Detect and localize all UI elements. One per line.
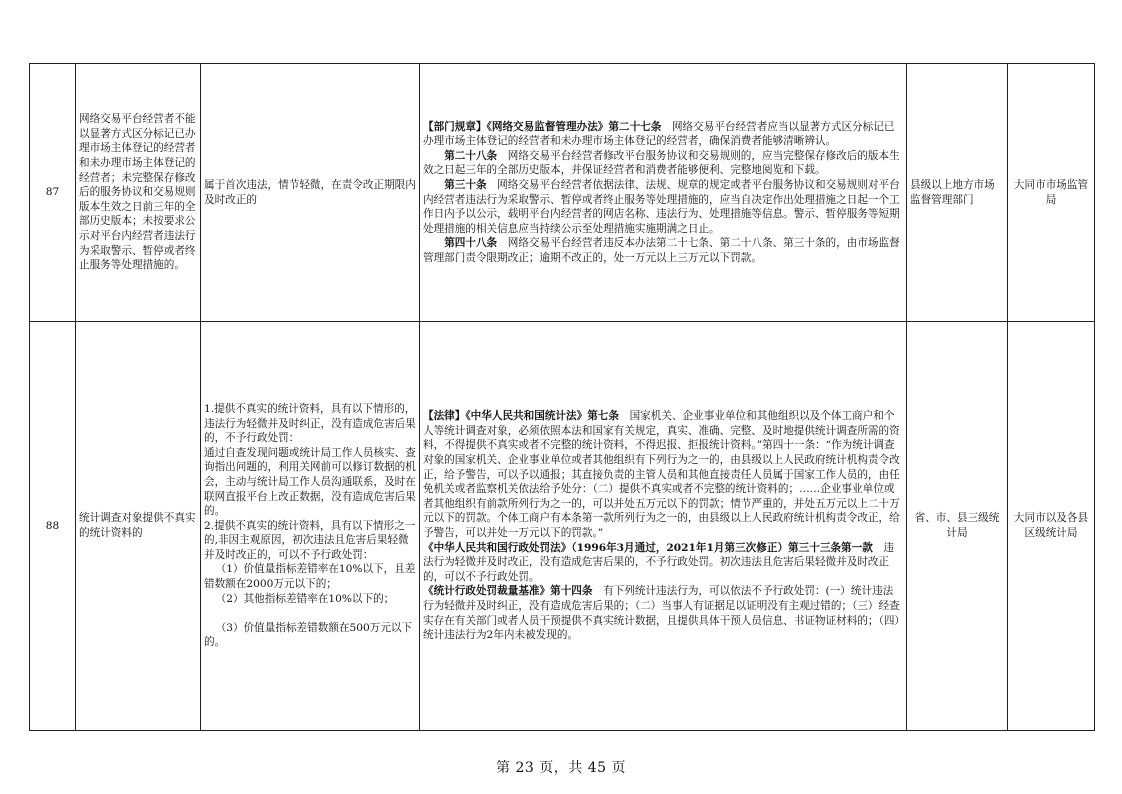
basis-paragraph: 【部门规章】《网络交易监督管理办法》第二十七条 网络交易平台经营者应当以显著方式区分标记已办理市场主体登记的经营者和未办理市场主体登记的经营者，确保消费者能够清晰辨认。 (423, 120, 895, 148)
condition-paragraph: （3）价值量指标差错数额在500万元以下的。 (204, 621, 413, 649)
condition-paragraph: （1）价值量指标差错率在10%以下，且差错数额在2000万元以下的； (204, 563, 416, 591)
condition-paragraph (204, 606, 416, 621)
executing-agency: 大同市市场监管局 (1008, 64, 1095, 322)
executing-agency: 大同市以及各县区级统计局 (1008, 322, 1095, 731)
violation-item: 网络交易平台经营者不能以显著方式区分标记已办理市场主体登记的经营者和未办理市场主体登记的经营者；未完整保存修改后的服务协议和交易规则版本生效之日前三年的全部历史版本；未按要求公示对平台内经营者违法行为采取警示、暂停或者终止服务等处理措施的。 (76, 64, 201, 322)
legal-basis (420, 322, 907, 731)
legal-basis (420, 64, 907, 322)
basis-paragraph: 《中华人民共和国行政处罚法》（1996年3月通过，2021年1月第三次修正）第三十三条第一款 违法行为轻微并及时改正，没有造成危害后果的，不予行政处罚。初次违法且危害后果轻微并及时改正的，可以不予行政处罚。 (423, 541, 894, 583)
basis-paragraph: 第四十八条 网络交易平台经营者违反本办法第二十七条、第二十八条、第三十条的，由市场监督管理部门责令限期改正；逾期不改正的，处一万元以上三万元以下罚款。 (423, 237, 900, 264)
violation-item: 统计调查对象提供不真实的统计资料的 (76, 322, 201, 731)
condition-paragraph: （2）其他指标差错率在10%以下的； (215, 592, 395, 605)
basis-paragraph: 第二十八条 网络交易平台经营者修改平台服务协议和交易规则的，应当完整保存修改后的版本生效之日起三年的全部历史版本，并保证经营者和消费者能够便利、完整地阅览和下载。 (423, 149, 900, 177)
row-number: 87 (30, 64, 76, 322)
table-row (30, 64, 1095, 322)
exemption-condition: 属于首次违法，情节轻微，在责令改正期限内及时改正的 (201, 64, 420, 322)
condition-paragraph: 1.提供不真实的统计资料，具有以下情形的，违法行为轻微并及时纠正，没有造成危害后果的，不予行政处罚： (204, 402, 416, 445)
basis-paragraph: 《统计行政处罚裁量基准》第十四条 有下列统计违法行为，可以依法不予行政处罚：(一）统计违法行为轻微并及时纠正，没有造成危害后果的；（二）当事人有证据足以证明没有主观过错的；（三）经查实存在有关部门或者人员干预提供不真实统计数据，且提供具体干预人员信息、书证物证材料的；（四）统计违法行为2年内未被发现的。 (423, 585, 900, 642)
basis-paragraph: 【法律】《中华人民共和国统计法》第七条 国家机关、企业事业单位和其他组织以及个体工商户和个人等统计调查对象，必须依照本法和国家有关规定，真实、准确、完整、及时地提供统计调查所需的资料，不得提供不真实或者不完整的统计资料，不得迟报、拒报统计资料。”第四十一条：“作为统计调查对象的国家机关、企业事业单位或者其他组织有下列行为之一的，由县级以上人民政府统计机构责令改正，给予警告，可以予以通报；其直接负责的主管人员和其他直接责任人员属于国家工作人员的，由任免机关或者监察机关依法给予处分：（二）提供不真实或者不完整的统计资料的；……企业事业单位或者其他组织有前款所列行为之一的，可以并处五万元以下的罚款；情节严重的，并处五万元以上二十万元以下的罚款。个体工商户有本条第一款所列行为之一的，由县级以上人民政府统计机构责令改正，给予警告，可以并处一万元以下的罚款。” (423, 410, 900, 539)
exemption-condition (201, 322, 420, 731)
basis-paragraph: 第三十条 网络交易平台经营者依据法律、法规、规章的规定或者平台服务协议和交易规则对平台内经营者违法行为采取警示、暂停或者终止服务等处理措施的，应当自决定作出处理措施之日起一个工作日内予以公示，载明平台内经营者的网店名称、违法行为、处理措施等信息。警示、暂停服务等短期处理措施的相关信息应当持续公示至处理措施实施期满之日止。 (423, 178, 900, 235)
penalty-exemption-table (29, 63, 1095, 731)
condition-paragraph: 2.提供不真实的统计资料，具有以下情形之一的,非因主观原因，初次违法且危害后果轻微并及时改正的，可以不予行政处罚： (204, 519, 416, 561)
table-row (30, 322, 1095, 731)
page-number: 第 23 页，共 45 页 (496, 760, 626, 776)
implementing-authority: 县级以上地方市场监督管理部门 (907, 64, 1008, 322)
condition-paragraph: 通过自查发现问题或统计局工作人员核实、查询指出问题的，利用关网前可以修订数据的机会，主动与统计局工作人员沟通联系，及时在联网直报平台上改正数据，没有造成危害后果的。 (204, 446, 416, 518)
row-number: 88 (30, 322, 76, 731)
implementing-authority: 省、市、县三级统计局 (907, 322, 1008, 731)
